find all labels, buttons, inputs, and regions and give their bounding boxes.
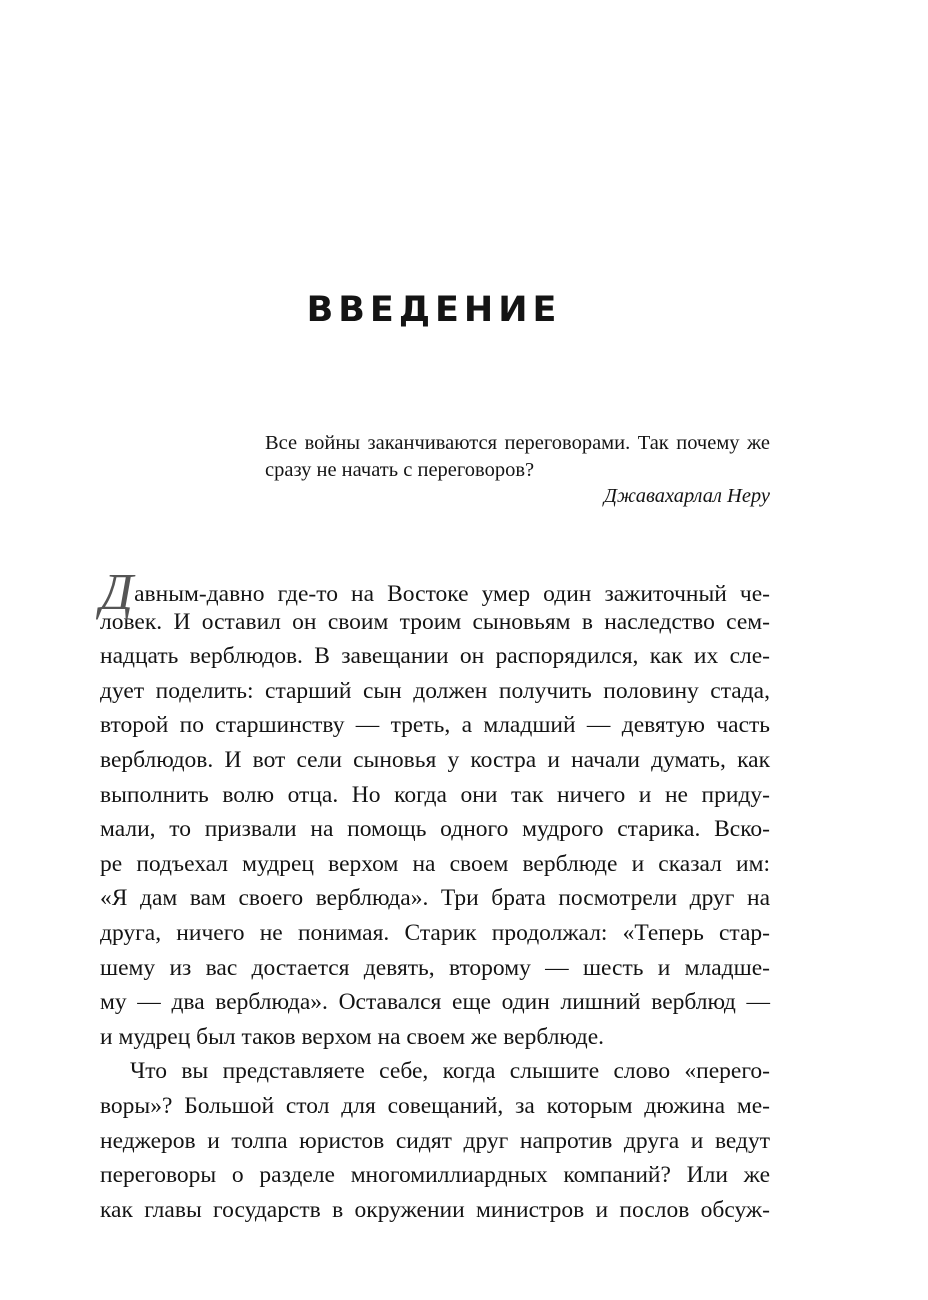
text-line: выполнить волю отца. Но когда они так ничего и не приду- <box>100 781 770 808</box>
text-line: верблюдов. И вот сели сыновья у костра и начали думать, как <box>100 746 770 773</box>
text-line-content: авным-давно где-то на Востоке умер один зажиточный че- <box>134 581 770 607</box>
text-line: дует поделить: старший сын должен получить половину стада, <box>100 677 770 704</box>
text-line: и мудрец был таков верхом на своем же верблюде. <box>100 1023 605 1050</box>
epigraph-text: Все войны заканчиваются переговорами. Так почему же сразу не начать с переговоров? <box>265 432 770 481</box>
text-line: му — два верблюда». Оставался еще один лишний верблюд — <box>100 989 770 1016</box>
drop-cap: Д <box>100 564 134 621</box>
text-line: второй по старшинству — треть, а младший — девятую часть <box>100 712 770 739</box>
text-line: мали, то призвали на помощь одного мудрого старика. Вско- <box>100 816 770 843</box>
chapter-title: ВВЕДЕНИЕ <box>306 290 562 330</box>
text-line: шему из вас достается девять, второму — шесть и младше- <box>100 954 770 981</box>
text-line: неджеров и толпа юристов сидят друг напротив друга и ведут <box>100 1127 770 1154</box>
text-line: друга, ничего не понимая. Старик продолжал: «Теперь стар- <box>100 919 770 946</box>
text-line: Что вы представляете себе, когда слышите слово «перего- <box>130 1058 770 1085</box>
text-line: ре подъехал мудрец верхом на своем верблюде и сказал им: <box>100 850 770 877</box>
text-line: ловек. И оставил он своим троим сыновьям в наследство сем- <box>100 608 770 635</box>
text-line: переговоры о разделе многомиллиардных компаний? Или же <box>100 1162 770 1189</box>
body-text <box>100 564 770 1227</box>
text-line: воры»? Большой стол для совещаний, за которым дюжина ме- <box>100 1092 770 1119</box>
epigraph-author: Джавахарлал Неру <box>603 485 770 507</box>
text-line: как главы государств в окружении министров и послов обсуж- <box>100 1196 770 1223</box>
text-line <box>100 564 770 621</box>
text-line: «Я дам вам своего верблюда». Три брата посмотрели друг на <box>100 885 770 912</box>
epigraph <box>265 430 770 510</box>
text-line: надцать верблюдов. В завещании он распорядился, как их сле- <box>100 643 770 670</box>
